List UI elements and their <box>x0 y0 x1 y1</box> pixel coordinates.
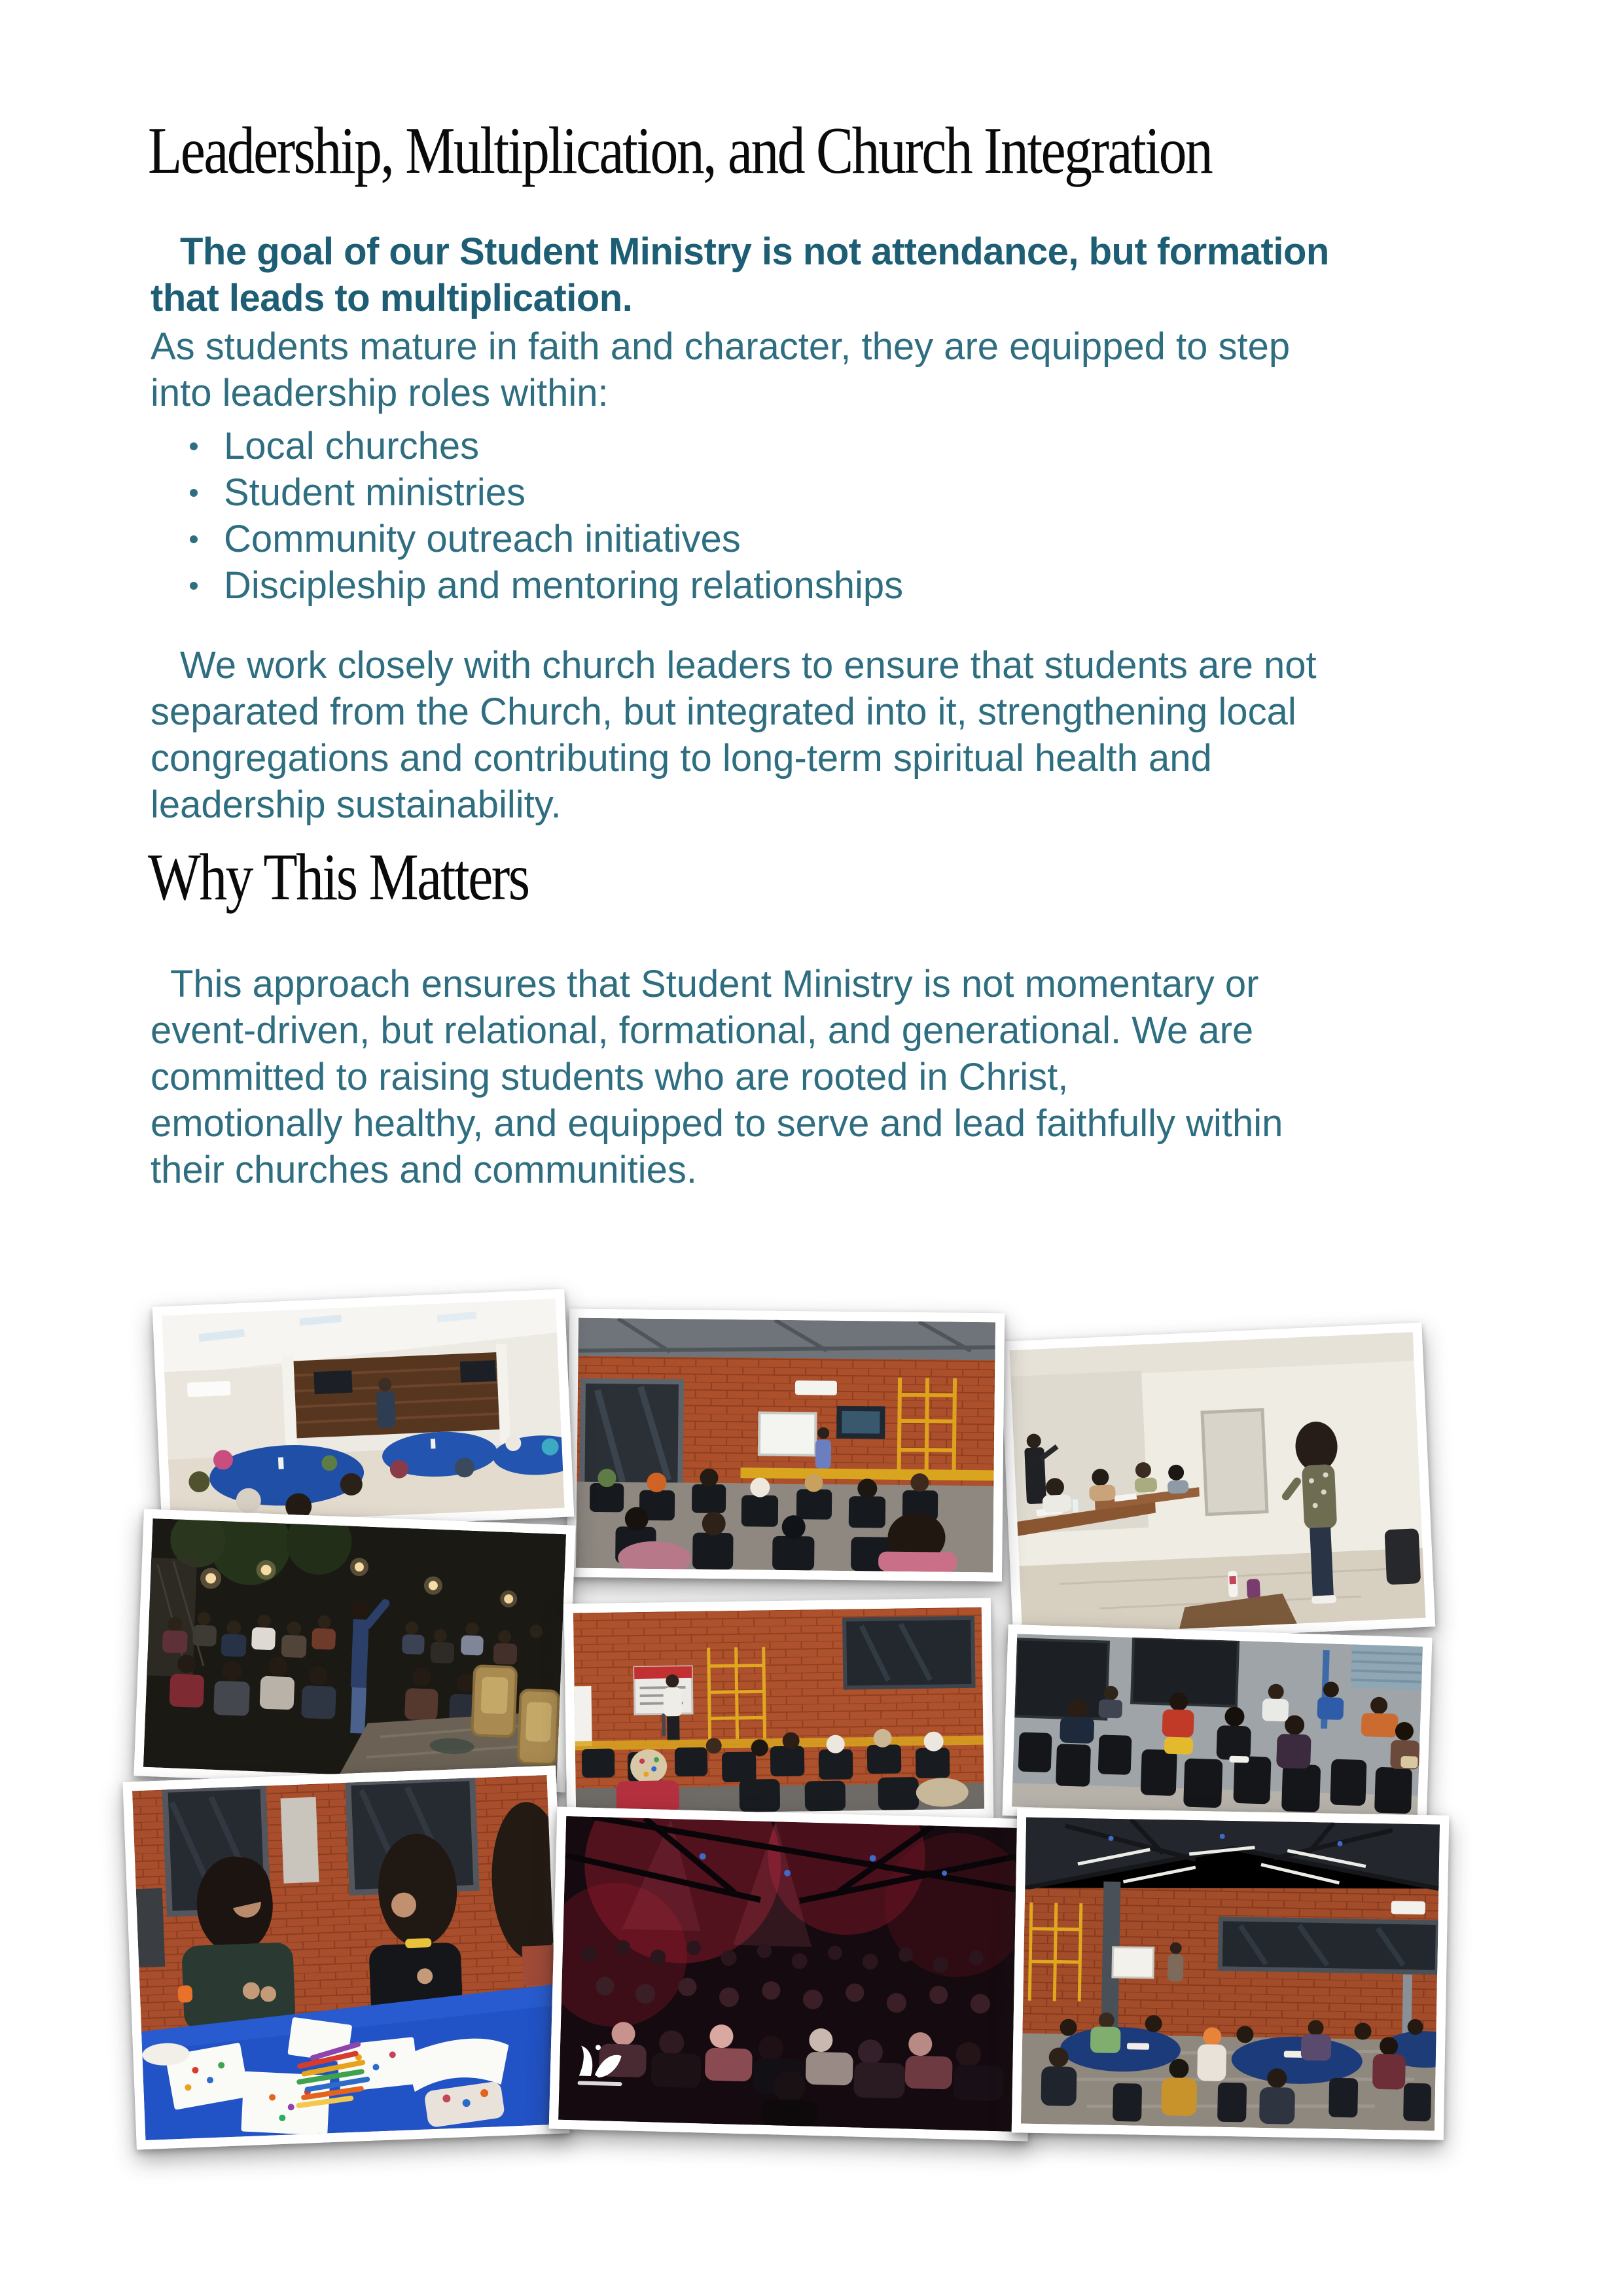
body-line: into leadership roles within: <box>151 372 609 414</box>
page-title: Leadership, Multiplication, and Church Integration <box>148 114 1212 188</box>
lead-line: that leads to multiplication. <box>151 277 633 319</box>
photo-brick-room-women-session <box>564 1598 994 1823</box>
body-line: their churches and communities. <box>151 1149 697 1191</box>
lead-line: The goal of our Student Ministry is not attendance, but formation <box>180 230 1329 273</box>
craft-table-graphic <box>132 1775 560 2140</box>
body-line: emotionally healthy, and equipped to serve and lead faithfully within <box>151 1102 1283 1145</box>
warehouse-tables-graphic <box>1021 1818 1440 2131</box>
body-line: We work closely with church leaders to ensure that students are not <box>180 644 1317 687</box>
photo-warehouse-round-tables <box>1012 1808 1450 2140</box>
body-paragraph-2 <box>151 642 1317 828</box>
body-line: separated from the Church, but integrated into it, strengthening local <box>151 691 1296 733</box>
section-title: Why This Matters <box>148 840 529 914</box>
gray-classroom-graphic <box>1012 1634 1423 1819</box>
brick-classroom-graphic <box>576 1318 995 1573</box>
white-room-graphic <box>1009 1332 1425 1636</box>
body-paragraph-1 <box>151 323 1290 416</box>
body-paragraph-3 <box>151 961 1283 1193</box>
meeting-room-graphic <box>162 1299 564 1525</box>
body-line: committed to raising students who are rooted in Christ, <box>151 1056 1069 1098</box>
list-item: Local churches <box>151 423 903 469</box>
photo-gray-classroom-audience <box>1003 1624 1433 1829</box>
concert-crowd-graphic <box>558 1816 1027 2132</box>
photo-craft-table-two-women <box>122 1766 569 2150</box>
body-line: event-driven, but relational, formational, and generational. We are <box>151 1009 1254 1052</box>
list-item: Community outreach initiatives <box>151 516 903 562</box>
body-line: congregations and contributing to long-term spiritual health and <box>151 737 1212 780</box>
photo-outdoor-night-crowd <box>134 1509 575 1792</box>
photo-brick-classroom-audience <box>567 1309 1005 1582</box>
list-item: Student ministries <box>151 469 903 516</box>
leadership-roles-list <box>151 423 903 609</box>
women-session-graphic <box>573 1607 984 1815</box>
lead-paragraph <box>151 228 1329 321</box>
body-line: leadership sustainability. <box>151 783 562 826</box>
body-line: This approach ensures that Student Ministry is not momentary or <box>170 963 1259 1005</box>
list-item: Discipleship and mentoring relationships <box>151 562 903 609</box>
photo-concert-crowd-red-lights <box>549 1807 1037 2142</box>
body-line: As students mature in faith and character, they are equipped to step <box>151 325 1291 368</box>
photo-meeting-room-tables <box>152 1289 575 1534</box>
photo-white-room-speaker <box>1000 1323 1435 1646</box>
night-crowd-graphic <box>143 1518 566 1783</box>
